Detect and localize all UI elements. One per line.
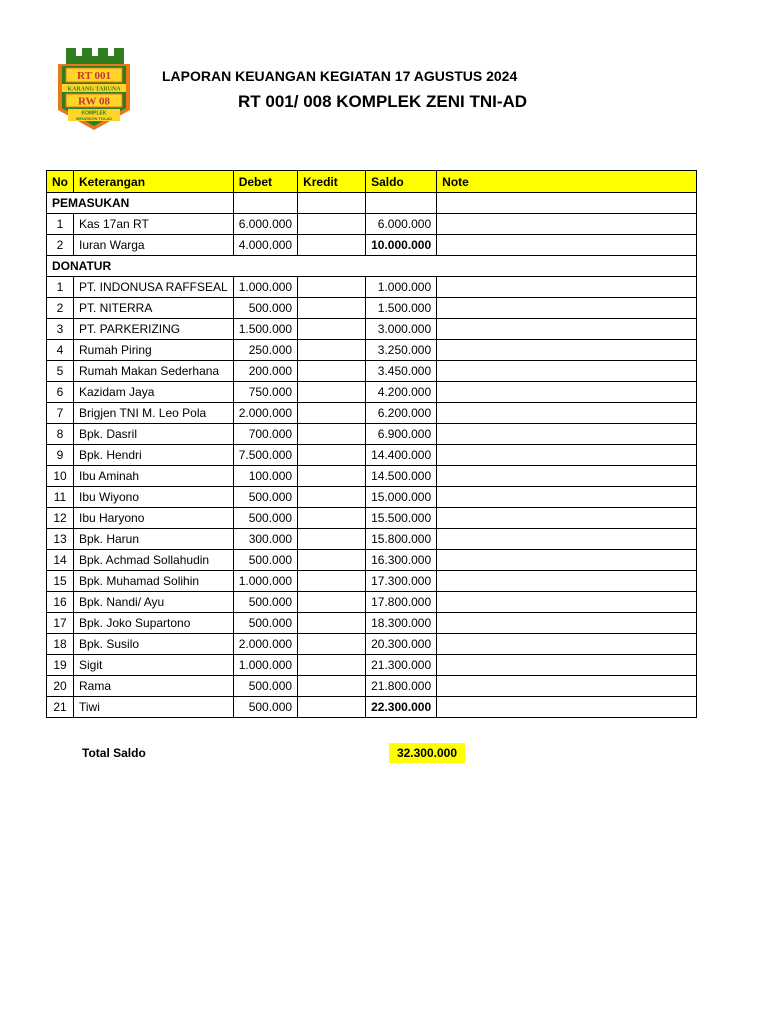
row-debet: 1.000.000: [233, 571, 297, 592]
svg-text:KOMPLEK: KOMPLEK: [81, 110, 107, 117]
row-note: [437, 697, 697, 718]
table-row: [47, 529, 697, 550]
table-row: [47, 340, 697, 361]
row-debet: 1.500.000: [233, 319, 297, 340]
row-debet: 2.000.000: [233, 634, 297, 655]
row-number: 1: [47, 214, 74, 235]
row-note: [437, 403, 697, 424]
table-row: [47, 571, 697, 592]
row-saldo: 16.300.000: [366, 550, 437, 571]
row-debet: 500.000: [233, 697, 297, 718]
row-keterangan: Bpk. Muhamad Solihin: [74, 571, 234, 592]
row-note: [437, 634, 697, 655]
row-keterangan: Bpk. Hendri: [74, 445, 234, 466]
row-number: 15: [47, 571, 74, 592]
table-row: [47, 466, 697, 487]
row-keterangan: Bpk. Achmad Sollahudin: [74, 550, 234, 571]
row-debet: 6.000.000: [233, 214, 297, 235]
row-keterangan: Kas 17an RT: [74, 214, 234, 235]
row-keterangan: Bpk. Harun: [74, 529, 234, 550]
svg-text:KARANG TARUNA: KARANG TARUNA: [67, 86, 121, 93]
row-keterangan: Bpk. Dasril: [74, 424, 234, 445]
row-number: 12: [47, 508, 74, 529]
row-keterangan: Brigjen TNI M. Leo Pola: [74, 403, 234, 424]
row-keterangan: Rama: [74, 676, 234, 697]
row-note: [437, 571, 697, 592]
row-debet: 1.000.000: [233, 655, 297, 676]
row-debet: 2.000.000: [233, 403, 297, 424]
row-saldo: 3.000.000: [366, 319, 437, 340]
row-note: [437, 529, 697, 550]
report-subtitle: RT 001/ 008 KOMPLEK ZENI TNI-AD: [238, 92, 528, 111]
row-debet: 4.000.000: [233, 235, 297, 256]
row-saldo: 6.200.000: [366, 403, 437, 424]
row-debet: 200.000: [233, 361, 297, 382]
row-note: [437, 277, 697, 298]
row-keterangan: Rumah Makan Sederhana: [74, 361, 234, 382]
row-kredit: [298, 235, 366, 256]
row-keterangan: Ibu Haryono: [74, 508, 234, 529]
row-kredit: [298, 634, 366, 655]
table-row: [47, 214, 697, 235]
table-row: [47, 613, 697, 634]
row-note: [437, 676, 697, 697]
row-saldo: 6.000.000: [366, 214, 437, 235]
row-debet: 500.000: [233, 592, 297, 613]
row-debet: 500.000: [233, 613, 297, 634]
row-number: 17: [47, 613, 74, 634]
row-saldo: 6.900.000: [366, 424, 437, 445]
table-row: [47, 634, 697, 655]
row-note: [437, 382, 697, 403]
row-saldo: 22.300.000: [366, 697, 437, 718]
row-number: 5: [47, 361, 74, 382]
row-kredit: [298, 277, 366, 298]
row-saldo: 1.000.000: [366, 277, 437, 298]
row-kredit: [298, 298, 366, 319]
row-note: [437, 592, 697, 613]
row-number: 9: [47, 445, 74, 466]
table-row: [47, 445, 697, 466]
row-kredit: [298, 592, 366, 613]
row-number: 8: [47, 424, 74, 445]
table-row: [47, 319, 697, 340]
row-keterangan: Bpk. Joko Supartono: [74, 613, 234, 634]
row-number: 2: [47, 235, 74, 256]
karang-taruna-logo: [52, 46, 134, 132]
row-saldo: 18.300.000: [366, 613, 437, 634]
row-debet: 300.000: [233, 529, 297, 550]
row-debet: 750.000: [233, 382, 297, 403]
row-saldo: 14.400.000: [366, 445, 437, 466]
row-debet: 500.000: [233, 676, 297, 697]
row-debet: 700.000: [233, 424, 297, 445]
row-note: [437, 319, 697, 340]
row-kredit: [298, 529, 366, 550]
row-keterangan: Tiwi: [74, 697, 234, 718]
row-saldo: 3.450.000: [366, 361, 437, 382]
table-row: [47, 697, 697, 718]
row-saldo: 17.800.000: [366, 592, 437, 613]
row-note: [437, 424, 697, 445]
svg-text:MENZIKON TNI-AD: MENZIKON TNI-AD: [76, 116, 112, 121]
row-kredit: [298, 655, 366, 676]
table-row: [47, 277, 697, 298]
row-kredit: [298, 424, 366, 445]
table-row: [47, 382, 697, 403]
table-header-row: [47, 171, 697, 193]
row-saldo: 10.000.000: [366, 235, 437, 256]
svg-text:RT 001: RT 001: [77, 70, 111, 82]
row-note: [437, 361, 697, 382]
row-note: [437, 445, 697, 466]
row-kredit: [298, 571, 366, 592]
row-saldo: 3.250.000: [366, 340, 437, 361]
row-saldo: 15.800.000: [366, 529, 437, 550]
row-debet: 500.000: [233, 487, 297, 508]
row-kredit: [298, 508, 366, 529]
row-saldo: 4.200.000: [366, 382, 437, 403]
table-row: [47, 487, 697, 508]
row-note: [437, 550, 697, 571]
row-number: 10: [47, 466, 74, 487]
header-kredit: Kredit: [298, 171, 366, 193]
row-keterangan: Iuran Warga: [74, 235, 234, 256]
section-row: [47, 256, 697, 277]
header-no: No: [47, 171, 74, 193]
row-debet: 500.000: [233, 298, 297, 319]
row-saldo: 15.500.000: [366, 508, 437, 529]
table-row: [47, 676, 697, 697]
row-kredit: [298, 340, 366, 361]
report-title: LAPORAN KEUANGAN KEGIATAN 17 AGUSTUS 2024: [162, 68, 518, 84]
total-saldo-label: Total Saldo: [82, 746, 146, 760]
row-number: 18: [47, 634, 74, 655]
row-note: [437, 214, 697, 235]
row-keterangan: PT. NITERRA: [74, 298, 234, 319]
row-saldo: 17.300.000: [366, 571, 437, 592]
total-saldo-value: 32.300.000: [389, 743, 465, 763]
section-label-donatur: DONATUR: [47, 256, 697, 277]
row-keterangan: Ibu Wiyono: [74, 487, 234, 508]
row-note: [437, 655, 697, 676]
table-row: [47, 361, 697, 382]
row-kredit: [298, 214, 366, 235]
row-note: [437, 298, 697, 319]
row-saldo: 20.300.000: [366, 634, 437, 655]
table-row: [47, 298, 697, 319]
row-number: 7: [47, 403, 74, 424]
row-kredit: [298, 361, 366, 382]
row-kredit: [298, 613, 366, 634]
row-debet: 100.000: [233, 466, 297, 487]
row-number: 6: [47, 382, 74, 403]
row-keterangan: Kazidam Jaya: [74, 382, 234, 403]
row-keterangan: Sigit: [74, 655, 234, 676]
section-row: [47, 193, 697, 214]
row-keterangan: PT. INDONUSA RAFFSEAL: [74, 277, 234, 298]
row-keterangan: Rumah Piring: [74, 340, 234, 361]
row-saldo: 15.000.000: [366, 487, 437, 508]
row-debet: 7.500.000: [233, 445, 297, 466]
row-note: [437, 487, 697, 508]
table-row: [47, 235, 697, 256]
row-kredit: [298, 466, 366, 487]
row-debet: 1.000.000: [233, 277, 297, 298]
row-keterangan: Bpk. Nandi/ Ayu: [74, 592, 234, 613]
row-keterangan: Ibu Aminah: [74, 466, 234, 487]
row-number: 14: [47, 550, 74, 571]
table-row: [47, 508, 697, 529]
row-note: [437, 613, 697, 634]
row-kredit: [298, 487, 366, 508]
row-note: [437, 340, 697, 361]
row-number: 3: [47, 319, 74, 340]
row-debet: 250.000: [233, 340, 297, 361]
row-debet: 500.000: [233, 550, 297, 571]
row-number: 21: [47, 697, 74, 718]
row-number: 20: [47, 676, 74, 697]
row-note: [437, 466, 697, 487]
row-kredit: [298, 697, 366, 718]
row-number: 11: [47, 487, 74, 508]
row-kredit: [298, 319, 366, 340]
header-keterangan: Keterangan: [74, 171, 234, 193]
header-saldo: Saldo: [366, 171, 437, 193]
row-saldo: 21.300.000: [366, 655, 437, 676]
row-debet: 500.000: [233, 508, 297, 529]
row-kredit: [298, 676, 366, 697]
row-kredit: [298, 403, 366, 424]
row-number: 1: [47, 277, 74, 298]
row-saldo: 1.500.000: [366, 298, 437, 319]
row-keterangan: Bpk. Susilo: [74, 634, 234, 655]
row-saldo: 14.500.000: [366, 466, 437, 487]
row-number: 2: [47, 298, 74, 319]
row-kredit: [298, 550, 366, 571]
row-number: 16: [47, 592, 74, 613]
finance-table: [46, 170, 697, 718]
table-row: [47, 424, 697, 445]
table-row: [47, 592, 697, 613]
table-row: [47, 655, 697, 676]
row-kredit: [298, 445, 366, 466]
row-kredit: [298, 382, 366, 403]
header-note: Note: [437, 171, 697, 193]
table-row: [47, 550, 697, 571]
section-label-pemasukan: PEMASUKAN: [47, 193, 234, 214]
table-row: [47, 403, 697, 424]
row-saldo: 21.800.000: [366, 676, 437, 697]
svg-text:RW 08: RW 08: [77, 95, 111, 108]
row-keterangan: PT. PARKERIZING: [74, 319, 234, 340]
header-debet: Debet: [233, 171, 297, 193]
row-number: 13: [47, 529, 74, 550]
row-number: 4: [47, 340, 74, 361]
row-note: [437, 235, 697, 256]
row-note: [437, 508, 697, 529]
row-number: 19: [47, 655, 74, 676]
